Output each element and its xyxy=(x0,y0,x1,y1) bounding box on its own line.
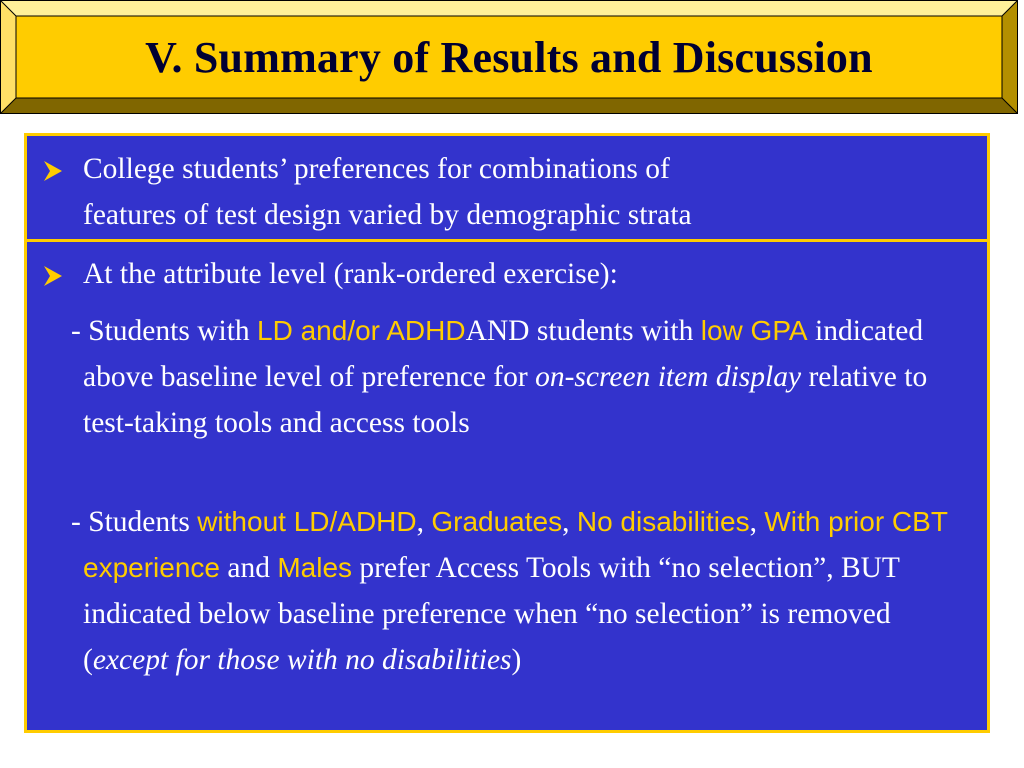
arrow-right-icon xyxy=(41,264,65,288)
content-panel xyxy=(24,133,990,733)
p2-prefix: - Students xyxy=(71,506,198,538)
p1-highlight-low-gpa: low GPA xyxy=(700,315,808,346)
p2-sep-2: , xyxy=(562,506,577,538)
p2-highlight-graduates: Graduates xyxy=(431,506,563,537)
p1-italic-on-screen: on-screen item display xyxy=(535,361,802,393)
p1-mid-2: indicated above baseline level of preference for xyxy=(83,315,924,393)
bullet-1-text xyxy=(83,146,973,238)
p2-italic-except: except for those with no disabilities xyxy=(92,644,512,676)
bullet-section-1 xyxy=(27,136,987,242)
p1-suffix: relative to test-taking tools and access tools xyxy=(83,361,928,439)
p2-highlight-without-ld: without LD/ADHD xyxy=(197,506,417,537)
bullet-1-line-1: College students’ preferences for combinations of xyxy=(83,153,670,185)
p2-highlight-no-disabilities: No disabilities xyxy=(576,506,750,537)
paragraph-1 xyxy=(71,308,973,446)
bullet-2-text: At the attribute level (rank-ordered exercise): xyxy=(83,258,618,290)
p2-sep-3: , xyxy=(749,506,765,538)
p1-mid-1: AND students with xyxy=(465,315,701,347)
title-banner xyxy=(0,0,1018,114)
p2-mid-2: prefer Access Tools with “no selection”, BUT indicated below baseline preference when “no selection” is removed ( xyxy=(83,552,900,676)
p2-sep-1: , xyxy=(416,506,432,538)
bullet-1-line-2: features of test design varied by demographic strata xyxy=(83,199,692,231)
page-title: V. Summary of Results and Discussion xyxy=(145,32,873,82)
p1-highlight-ld-adhd: LD and/or ADHD xyxy=(257,315,466,346)
p2-highlight-males: Males xyxy=(277,552,353,583)
p2-highlight-prior-cbt: With prior CBT experience xyxy=(83,506,948,583)
p1-prefix: - Students with xyxy=(71,315,258,347)
paragraph-2 xyxy=(71,499,973,683)
p2-suffix: ) xyxy=(511,644,522,676)
arrow-right-icon xyxy=(41,159,65,183)
p2-mid-1: and xyxy=(219,552,278,584)
